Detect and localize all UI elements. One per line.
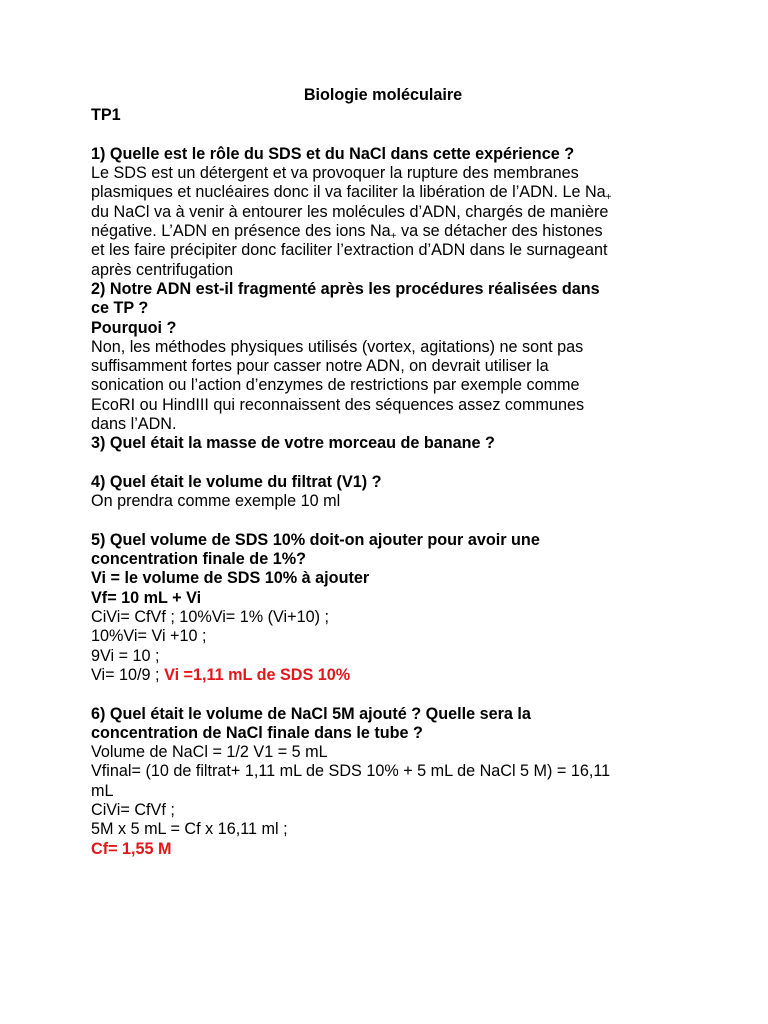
spacer <box>91 512 691 531</box>
question-3: 3) Quel était la masse de votre morceau de banane ? <box>91 434 495 453</box>
answer-6-line: Volume de NaCl = 1/2 V1 = 5 mL <box>91 743 328 762</box>
spacer <box>91 454 691 473</box>
question-5: concentration finale de 1%? <box>91 550 306 569</box>
answer-4: On prendra comme exemple 10 ml <box>91 492 341 511</box>
answer-1-line: et les faire précipiter donc faciliter l’extraction d’ADN dans le surnageant <box>91 241 608 260</box>
answer-5-result: Vi =1,11 mL de SDS 10% <box>164 665 351 684</box>
answer-2-line: Non, les méthodes physiques utilisés (vortex, agitations) ne sont pas <box>91 337 584 356</box>
answer-5-line: CiVi= CfVf ; 10%Vi= 1% (Vi+10) ; <box>91 608 329 627</box>
answer-2-line: sonication ou l’action d’enzymes de restrictions par exemple comme <box>91 376 580 395</box>
answer-1-line: après centrifugation <box>91 260 234 279</box>
document-body <box>91 86 691 859</box>
answer-1-line: Le SDS est un détergent et va provoquer la rupture des membranes <box>91 164 579 183</box>
question-1: 1) Quelle est le rôle du SDS et du NaCl dans cette expérience ? <box>91 144 575 163</box>
answer-5-definition: Vf= 10 mL + Vi <box>91 588 202 607</box>
answer-6-result: Cf= 1,55 M <box>91 839 172 858</box>
spacer <box>91 685 691 704</box>
answer-5-line: Vi= 10/9 ; Vi =1,11 mL de SDS 10% <box>91 665 351 684</box>
answer-6-line: CiVi= CfVf ; <box>91 800 175 819</box>
question-2: 2) Notre ADN est-il fragmenté après les procédures réalisées dans <box>91 279 600 298</box>
page-title: Biologie moléculaire <box>303 86 463 104</box>
answer-5-line: 10%Vi= Vi +10 ; <box>91 627 207 646</box>
spacer <box>91 126 691 145</box>
answer-2-line: dans l’ADN. <box>91 415 177 434</box>
answer-5-line: 9Vi = 10 ; <box>91 646 160 665</box>
answer-1-line: du NaCl va à venir à entourer les molécules d’ADN, chargés de manière <box>91 202 609 221</box>
answer-5-definition: Vi = le volume de SDS 10% à ajouter <box>91 569 370 588</box>
answer-2-line: suffisamment fortes pour casser notre ADN, on devrait utiliser la <box>91 357 549 376</box>
question-6: 6) Quel était le volume de NaCl 5M ajouté ? Quelle sera la <box>91 704 531 723</box>
question-6: concentration de NaCl finale dans le tube ? <box>91 723 423 742</box>
answer-2-line: EcoRI ou HindIII qui reconnaissent des séquences assez communes <box>91 395 585 414</box>
question-5: 5) Quel volume de SDS 10% doit-on ajouter pour avoir une <box>91 530 540 549</box>
subtitle: TP1 <box>91 106 121 125</box>
answer-6-line: 5M x 5 mL = Cf x 16,11 ml ; <box>91 820 288 839</box>
question-2: ce TP ? <box>91 299 149 318</box>
answer-1-line: négative. L’ADN en présence des ions $Na_+$ va se détacher des histones <box>91 222 603 243</box>
question-2: Pourquoi ? <box>91 318 177 337</box>
answer-1-line: plasmiques et nucléaires donc il va faciliter la libération de l’ADN. Le $Na_+$ <box>91 183 612 204</box>
answer-6-line: mL <box>91 781 114 800</box>
answer-6-line: Vfinal= (10 de filtrat+ 1,11 mL de SDS 10% + 5 mL de NaCl 5 M) = 16,11 <box>91 762 611 781</box>
question-4: 4) Quel était le volume du filtrat (V1) ? <box>91 472 382 491</box>
